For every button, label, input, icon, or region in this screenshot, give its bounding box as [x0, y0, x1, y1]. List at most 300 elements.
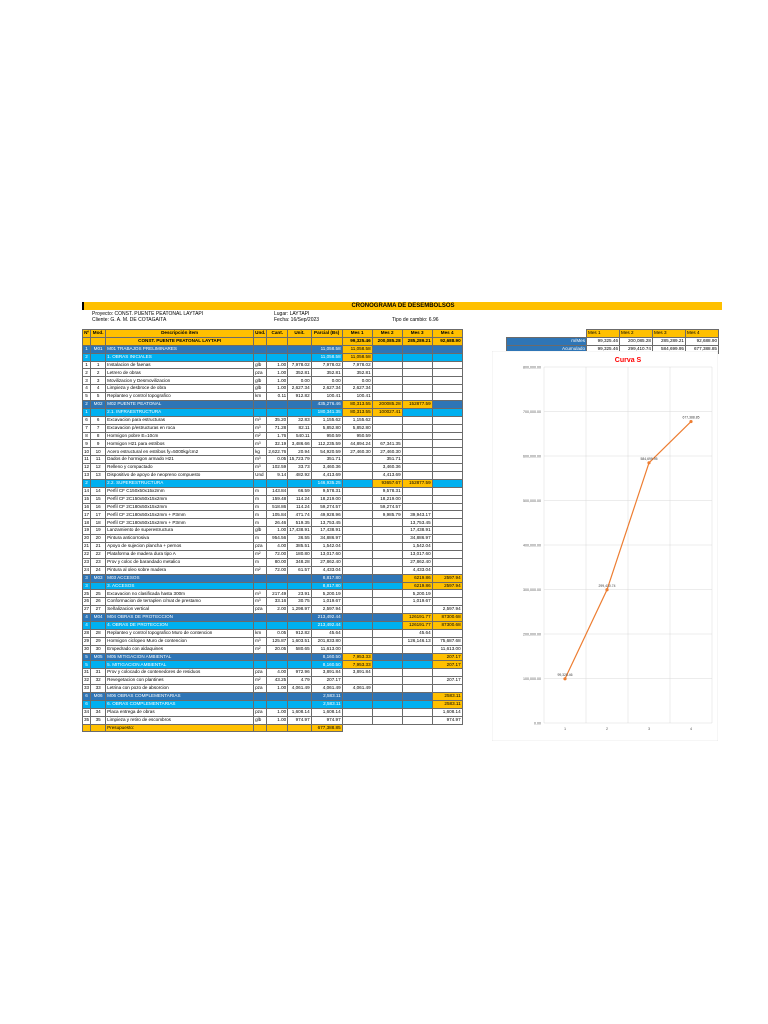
cell-desc: Relleno y compactado [106, 464, 254, 472]
cell-m1: 4,061.49 [342, 685, 372, 693]
data-point [689, 420, 692, 423]
cell-m2 [372, 582, 402, 590]
x-tick-label: 2 [605, 727, 609, 731]
cell-cant [267, 408, 288, 416]
table-row [83, 645, 463, 653]
cell-cant: 1.00 [267, 369, 288, 377]
project-month-4: 92,688.90 [432, 337, 462, 345]
cell-m2 [372, 535, 402, 543]
cell-desc: 1. OBRAS INICIALES [106, 353, 254, 361]
cell-cant: 43.25 [267, 677, 288, 685]
cell-m3 [402, 345, 432, 353]
cell-mod [91, 353, 106, 361]
cell-m2 [372, 385, 402, 393]
cell-und [254, 345, 267, 353]
cell-m4: 207.17 [432, 653, 462, 661]
cell-m3 [402, 700, 432, 708]
cell-desc: Instalacion de faenas [106, 361, 254, 369]
cell-unit [288, 353, 311, 361]
cell-mod: M02 [91, 401, 106, 409]
cell-m2 [372, 377, 402, 385]
cell-desc: Perfil CF 2C150x50x15x2mm [106, 495, 254, 503]
cell-n: 4 [83, 621, 91, 629]
cell-und [254, 408, 267, 416]
cell-m1 [342, 614, 372, 622]
cell-desc: Perfil CF 3C180x50x15x2mm + P3mm [106, 519, 254, 527]
cell-desc: Hormigon H21 para estribos [106, 440, 254, 448]
cell-parcial: 4,061.49 [311, 685, 342, 693]
cell-cant: 1.00 [267, 685, 288, 693]
cell-cant: 72.00 [267, 550, 288, 558]
cell-m2 [372, 653, 402, 661]
cell-m2 [372, 527, 402, 535]
cell-m3: 6219.86 [402, 574, 432, 582]
cell-mod: 2 [91, 369, 106, 377]
cell-m3 [402, 408, 432, 416]
cell-mod: 35 [91, 716, 106, 724]
cell-n: 27 [83, 606, 91, 614]
cell-m4 [432, 487, 462, 495]
cell-unit: 30.75 [288, 598, 311, 606]
cell-mod: 33 [91, 685, 106, 693]
cell-parcial: 351.71 [311, 456, 342, 464]
cell-mod [91, 582, 106, 590]
cell-m4: 2583.11 [432, 700, 462, 708]
cell-m4 [432, 566, 462, 574]
table-row [83, 606, 463, 614]
cell-cant: 1.00 [267, 361, 288, 369]
table-row [83, 464, 463, 472]
cell-parcial: 213,492.44 [311, 621, 342, 629]
cell-und: m [254, 495, 267, 503]
cell-desc: 4. OBRAS DE PROTECCION [106, 621, 254, 629]
cell-m1 [342, 574, 372, 582]
cell-mod: M05 [91, 653, 106, 661]
cell-m1 [342, 700, 372, 708]
cell-m4: 207.17 [432, 661, 462, 669]
cell-und: m [254, 558, 267, 566]
cell-cant: 26.46 [267, 519, 288, 527]
place-label: Lugar: LAYTAPI [274, 311, 310, 317]
cell-cant [267, 614, 288, 622]
cell-mod: M01 [91, 345, 106, 353]
cell-cant: 143.84 [267, 487, 288, 495]
cell-unit: 4,061.49 [288, 685, 311, 693]
table-row [83, 598, 463, 606]
cell-parcial: 2,597.94 [311, 606, 342, 614]
cell-n: 13 [83, 472, 91, 480]
table-row [83, 503, 463, 511]
cell-parcial: 49,928.96 [311, 511, 342, 519]
cell-m1 [342, 677, 372, 685]
cell-n: 5 [83, 661, 91, 669]
cell-n: 5 [83, 393, 91, 401]
project-row [83, 337, 463, 345]
cell-m4 [432, 535, 462, 543]
cell-mod: 19 [91, 527, 106, 535]
cell-m2 [372, 598, 402, 606]
x-tick-label: 1 [563, 727, 567, 731]
table-row [83, 472, 463, 480]
cell-desc: Revegetacion con plantines [106, 677, 254, 685]
cell-m3 [402, 369, 432, 377]
cell-m4 [432, 503, 462, 511]
cell-mod: 32 [91, 677, 106, 685]
summary-header-month: Mes 4 [686, 330, 719, 338]
cell-n: 6 [83, 700, 91, 708]
cell-m3: 5,200.19 [402, 590, 432, 598]
cell-desc: 2.1. INFRAESTRUCTURA [106, 408, 254, 416]
module-row [83, 401, 463, 409]
table-row [83, 416, 463, 424]
cell-n: 18 [83, 519, 91, 527]
cell-cant [267, 653, 288, 661]
cell-parcial: 9,578.31 [311, 487, 342, 495]
summary-cell: 92,688.90 [686, 337, 719, 345]
cell-m1 [342, 566, 372, 574]
chart-title: Curva S [614, 357, 642, 364]
cell-m4 [432, 432, 462, 440]
cell-m3: 13,017.60 [402, 550, 432, 558]
cell-m4 [432, 495, 462, 503]
cell-desc: M03 ACCESOS [106, 574, 254, 582]
cell-unit: 17,438.91 [288, 527, 311, 535]
cell-m4 [432, 424, 462, 432]
cell-und: m [254, 487, 267, 495]
cell-mod: M03 [91, 574, 106, 582]
cell-unit: 385.51 [288, 543, 311, 551]
cell-m2 [372, 685, 402, 693]
cell-mod: 21 [91, 543, 106, 551]
cell-m2 [372, 550, 402, 558]
cell-unit: 2,627.34 [288, 385, 311, 393]
cell-unit [288, 479, 311, 487]
cell-cant: 102.59 [267, 464, 288, 472]
cell-unit: 482.92 [288, 472, 311, 480]
cell-n: 14 [83, 487, 91, 495]
column-header: Mes 2 [372, 330, 402, 338]
cell-cant: 2.00 [267, 606, 288, 614]
cell-m4 [432, 353, 462, 361]
cell-unit: 1,298.97 [288, 606, 311, 614]
cell-m2: 93657.67 [372, 479, 402, 487]
cell-m3: 6219.86 [402, 582, 432, 590]
cell-m1: 80,313.55 [342, 408, 372, 416]
cell-m2 [372, 416, 402, 424]
table-row [83, 527, 463, 535]
y-tick-label: 700,000.00 [523, 410, 541, 414]
cell-m4 [432, 479, 462, 487]
cell-m4 [432, 377, 462, 385]
cell-m4: 207.17 [432, 677, 462, 685]
summary-cell: 200,085.28 [620, 337, 653, 345]
cell-mod [91, 621, 106, 629]
cell-desc: Pintura anticorrosiva [106, 535, 254, 543]
cell-cant [267, 661, 288, 669]
cell-m1 [342, 535, 372, 543]
cell-und [254, 479, 267, 487]
column-header: Nº [83, 330, 91, 338]
cell-desc: Excavacion no clasificada hasta 300m [106, 590, 254, 598]
cell-desc: 6. OBRAS COMPLEMENTARIAS [106, 700, 254, 708]
cell-und: glb [254, 527, 267, 535]
table-row [83, 432, 463, 440]
cell-n: 6 [83, 416, 91, 424]
cell-m1 [342, 527, 372, 535]
cell-m3 [402, 424, 432, 432]
cell-mod: 27 [91, 606, 106, 614]
cell-parcial: 45.64 [311, 629, 342, 637]
y-tick-label: 500,000.00 [523, 499, 541, 503]
cell-n: 28 [83, 629, 91, 637]
cell-m4 [432, 527, 462, 535]
cell-desc: Lanzamiento de superestructura [106, 527, 254, 535]
cell-m3: 1,542.04 [402, 543, 432, 551]
cell-m2 [372, 345, 402, 353]
cell-und: pza [254, 669, 267, 677]
data-point [605, 588, 608, 591]
cell-desc: M01 TRABAJOS PRELIMINARES [106, 345, 254, 353]
cell-cant: 954.56 [267, 535, 288, 543]
summary-cell: 584,699.95 [653, 345, 686, 353]
cell-desc: M05 MITIGACION AMBIENTAL [106, 653, 254, 661]
cell-parcial: 1,608.14 [311, 708, 342, 716]
table-row [83, 685, 463, 693]
cell-parcial: 146,935.25 [311, 479, 342, 487]
summary-cell: 99,325.46 [587, 345, 620, 353]
cell-m1 [342, 511, 372, 519]
cell-parcial: 59,274.57 [311, 503, 342, 511]
cell-m1 [342, 503, 372, 511]
cell-m1 [342, 692, 372, 700]
cell-unit: 580.65 [288, 645, 311, 653]
cell-n: 33 [83, 685, 91, 693]
cell-n: 2 [83, 353, 91, 361]
cell-mod [91, 479, 106, 487]
x-tick-label: 3 [647, 727, 651, 731]
cell-m2 [372, 621, 402, 629]
cell-mod: 25 [91, 590, 106, 598]
cell-mod: 4 [91, 385, 106, 393]
cell-desc: M04 OBRAS DE PROTECCION [106, 614, 254, 622]
cell-desc: 2.2. SUPERESTRUCTURA [106, 479, 254, 487]
column-header: Mes 4 [432, 330, 462, 338]
cell-unit: 540.11 [288, 432, 311, 440]
cell-desc: Apoyo de sujecion plancha + pernos [106, 543, 254, 551]
column-header: Mod. [91, 330, 106, 338]
cell-cant: 1.00 [267, 708, 288, 716]
cell-parcial: 112,235.59 [311, 440, 342, 448]
cell-und: m³ [254, 637, 267, 645]
cell-parcial: 18,219.00 [311, 495, 342, 503]
module-row [83, 345, 463, 353]
project-label: Proyecto: CONST. PUENTE PEATONAL LAYTAPI [92, 311, 204, 317]
cell-und: m [254, 535, 267, 543]
table-row [83, 385, 463, 393]
cell-cant: 4.00 [267, 669, 288, 677]
cell-mod: 30 [91, 645, 106, 653]
cell-und: glb [254, 361, 267, 369]
cell-n: 31 [83, 669, 91, 677]
cell-n: 21 [83, 543, 91, 551]
cell-mod: 22 [91, 550, 106, 558]
cell-m3 [402, 464, 432, 472]
cell-m2 [372, 361, 402, 369]
cell-n: 29 [83, 637, 91, 645]
cell-mod: 12 [91, 464, 106, 472]
cell-und: m² [254, 677, 267, 685]
cell-m4 [432, 393, 462, 401]
s-curve-chart [492, 351, 718, 741]
cell-und: glb [254, 716, 267, 724]
cell-m3 [402, 503, 432, 511]
cell-und [254, 353, 267, 361]
cell-und: m³ [254, 590, 267, 598]
table-row [83, 677, 463, 685]
cell-m1 [342, 479, 372, 487]
cell-und: Und [254, 472, 267, 480]
cell-m1 [342, 543, 372, 551]
cell-desc: Plataforma de madera dura tipo A [106, 550, 254, 558]
cell-m2: 4,413.69 [372, 472, 402, 480]
cell-parcial: 4,413.69 [311, 472, 342, 480]
cell-parcial: 8,817.80 [311, 582, 342, 590]
cell-m1: 11,058.58 [342, 345, 372, 353]
cell-desc: Conformacion de terraplen c/mat de prestamo [106, 598, 254, 606]
cell-unit [288, 574, 311, 582]
cell-mod: 14 [91, 487, 106, 495]
cell-desc: Letrero de obras [106, 369, 254, 377]
cell-m3 [402, 708, 432, 716]
cell-n: 4 [83, 385, 91, 393]
cell-m3: 152877.59 [402, 479, 432, 487]
schedule-rows [83, 345, 463, 724]
cell-unit [288, 408, 311, 416]
cell-m4: 75,687.68 [432, 637, 462, 645]
cell-m1: 0.00 [342, 377, 372, 385]
cell-m4 [432, 629, 462, 637]
cell-parcial: 13,017.60 [311, 550, 342, 558]
cell-cant [267, 692, 288, 700]
cell-m2 [372, 393, 402, 401]
cell-desc: Replanteo y control topografico [106, 393, 254, 401]
client-label: Cliente: G. A. M. DE COTAGAITA [92, 317, 167, 323]
cell-m4: 2597.94 [432, 574, 462, 582]
project-month-1: 99,325.46 [342, 337, 372, 345]
table-row [83, 590, 463, 598]
cell-n: 7 [83, 424, 91, 432]
cell-m2 [372, 566, 402, 574]
cell-m2: 3,460.36 [372, 464, 402, 472]
data-label: 584,699.95 [640, 456, 658, 461]
cell-unit: 972.96 [288, 669, 311, 677]
cell-m3 [402, 448, 432, 456]
cell-n: 26 [83, 598, 91, 606]
cell-m2 [372, 424, 402, 432]
cell-mod: 34 [91, 708, 106, 716]
cell-unit: 974.97 [288, 716, 311, 724]
cell-n: 17 [83, 511, 91, 519]
module-row [83, 653, 463, 661]
cell-m3: 27,862.40 [402, 558, 432, 566]
cell-n: 5 [83, 653, 91, 661]
table-row [83, 629, 463, 637]
cell-n: 32 [83, 677, 91, 685]
cell-m1: 7,978.02 [342, 361, 372, 369]
cell-und: km [254, 393, 267, 401]
cell-cant: 80.00 [267, 558, 288, 566]
cell-m2: 100027.41 [372, 408, 402, 416]
cell-parcial: 7,978.02 [311, 361, 342, 369]
cell-parcial: 352.81 [311, 369, 342, 377]
cell-m2: 67,341.35 [372, 440, 402, 448]
total-value: 677,388.85 [311, 724, 342, 732]
cell-n: 30 [83, 645, 91, 653]
cell-m3 [402, 432, 432, 440]
project-month-2: 200,085.28 [372, 337, 402, 345]
y-tick-label: 800,000.00 [523, 365, 541, 370]
cell-cant: 0.05 [267, 629, 288, 637]
cell-desc: Perfil CF C150x50x15x2mm [106, 487, 254, 495]
summary-cell: 285,289.21 [653, 337, 686, 345]
cell-m4 [432, 361, 462, 369]
table-row [83, 543, 463, 551]
cell-mod [91, 408, 106, 416]
cell-parcial: 1,542.04 [311, 543, 342, 551]
cell-parcial: 0.00 [311, 377, 342, 385]
cell-und: pza [254, 369, 267, 377]
cell-desc: Hormigon pobre E=10cm [106, 432, 254, 440]
summary-cell: 99,325.46 [587, 337, 620, 345]
cell-desc: 3. ACCESOS [106, 582, 254, 590]
table-row [83, 369, 463, 377]
cell-desc: Excavacion p/estructuras en roca [106, 424, 254, 432]
cell-desc: Perfil CF 2C180x50x15x2mm [106, 503, 254, 511]
cell-n: 11 [83, 456, 91, 464]
cell-m2 [372, 669, 402, 677]
cell-parcial: 4,433.04 [311, 566, 342, 574]
cell-m3 [402, 393, 432, 401]
cell-n: 3 [83, 377, 91, 385]
cell-m3 [402, 487, 432, 495]
cell-desc: Letrina con pozo de absorcion [106, 685, 254, 693]
cell-parcial: 34,886.97 [311, 535, 342, 543]
group-row [83, 621, 463, 629]
cell-m4: 1,608.14 [432, 708, 462, 716]
cell-desc: 5. MITIGACION AMBIENTAL [106, 661, 254, 669]
summary-row-label: Acumulado [507, 345, 587, 353]
cell-m1 [342, 637, 372, 645]
data-label: 99,325.46 [557, 672, 573, 677]
cell-m4 [432, 550, 462, 558]
cell-cant: 0.11 [267, 393, 288, 401]
column-header: Und. [254, 330, 267, 338]
cell-m1: 11,058.58 [342, 353, 372, 361]
cell-m4 [432, 408, 462, 416]
cell-m4: 2597.94 [432, 582, 462, 590]
cell-parcial: 54,920.59 [311, 448, 342, 456]
cell-m3 [402, 677, 432, 685]
schedule-table [82, 329, 463, 732]
cell-und: m² [254, 645, 267, 653]
table-row [83, 495, 463, 503]
cell-desc: Acero estructural en estribos fy=5000kg/cm2 [106, 448, 254, 456]
cell-m4: 11,613.00 [432, 645, 462, 653]
cell-m4 [432, 369, 462, 377]
cell-m2 [372, 629, 402, 637]
summary-row-monthly [507, 337, 719, 345]
column-header: Cant. [267, 330, 288, 338]
